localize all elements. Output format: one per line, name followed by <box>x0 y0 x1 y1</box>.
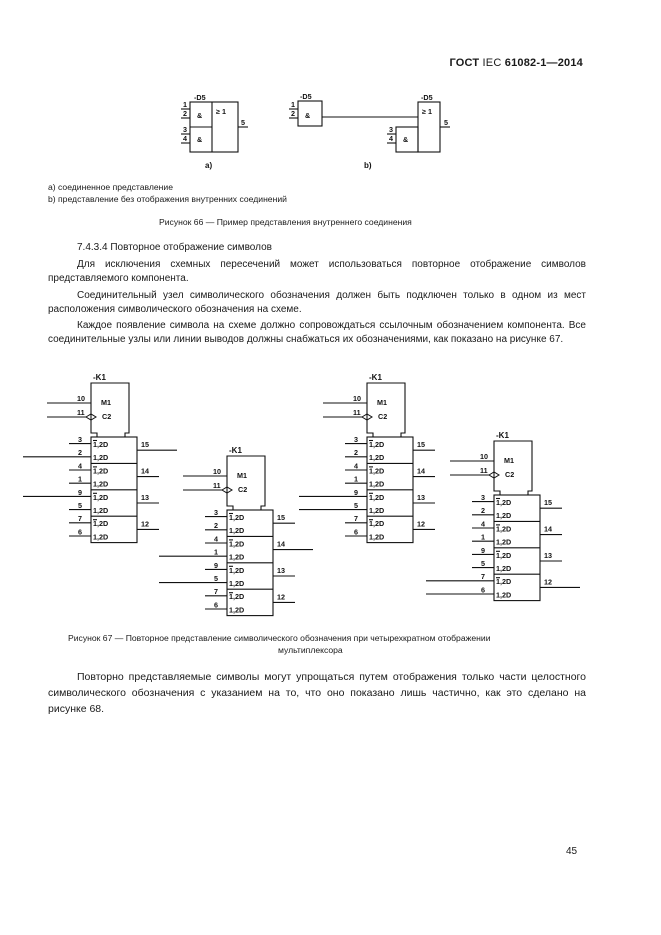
mux3-cell-label: 1,2D <box>369 440 385 449</box>
mux2-cell-label: 1,2D <box>229 605 245 615</box>
section-heading: 7.4.3.4 Повторное отображение символов <box>77 242 272 253</box>
mux1-pin10: 10 <box>77 394 85 403</box>
fig66b-pin-4: 4 <box>389 134 393 143</box>
fig66a-tag: a) <box>205 161 213 170</box>
mux1-left-pin: 9 <box>78 487 82 497</box>
mux2-cell-label: 1,2D <box>229 513 245 522</box>
mux3-left-pin: 2 <box>354 448 358 458</box>
mux2-pin11: 11 <box>213 481 221 490</box>
mux4-left-pin: 6 <box>481 585 485 595</box>
mux2-left-pin: 4 <box>214 534 218 544</box>
fig66-note-a: a) соединенное представление <box>48 182 174 192</box>
mux1-left-pin: 3 <box>78 435 82 444</box>
mux4-cell-label: 1,2D <box>496 590 512 600</box>
fig66a-pin-3: 3 <box>183 125 187 134</box>
mux1-right-pin: 15 <box>141 440 149 450</box>
mux4-cell-label: 1,2D <box>496 524 512 534</box>
mux2-left-pin: 9 <box>214 560 218 570</box>
mux1-label-m1: M1 <box>101 398 111 407</box>
page-number: 45 <box>566 846 578 857</box>
mux1-right-pin: 13 <box>141 493 149 502</box>
fig67-caption-line2: мультиплексора <box>278 645 343 655</box>
mux2-control-block <box>227 456 265 510</box>
mux3-left-pin: 9 <box>354 487 358 497</box>
fig66a-and-bottom: & <box>197 135 203 144</box>
mux3-pin10: 10 <box>353 394 361 403</box>
mux2-left-pin: 1 <box>214 547 218 557</box>
fig66b-pin-1: 1 <box>291 100 295 109</box>
fig66a-pin-1: 1 <box>183 100 187 109</box>
mux4-cell-label: 1,2D <box>496 577 512 587</box>
mux1-cell-label: 1,2D <box>93 519 109 529</box>
fig67-caption-line1: Рисунок 67 — Повторное представление символического обозначения при четырехкратном отображении <box>68 633 491 643</box>
mux1-cell-label: 1,2D <box>93 453 109 463</box>
paragraph-3-text: Каждое появление символа на схеме должно сопровождаться ссылочным обозначением компонента. Все соединительные узлы или линии выводов должны снабжаться их обозначениями, как показано на рисунке 67. <box>48 320 586 346</box>
fig66b-ref-1: -D5 <box>300 92 312 101</box>
mux1-pin11: 11 <box>77 408 85 417</box>
fig66a-pin-5: 5 <box>241 118 245 127</box>
mux3-cell-label: 1,2D <box>369 519 385 529</box>
fig66b-tag: b) <box>364 161 372 170</box>
mux3-cell-label: 1,2D <box>369 466 385 476</box>
mux3-cell-label: 1,2D <box>369 453 385 463</box>
mux1-control-block <box>91 383 129 437</box>
mux4-left-pin: 2 <box>481 506 485 516</box>
closing-paragraph-text: Повторно представляемые символы могут упрощаться путем отображения только части целостного символического обозначения с указанием на то, что оно показано лишь частично, как это сделано на рисунке 68. <box>48 671 586 715</box>
mux3-left-pin: 4 <box>354 461 358 471</box>
mux3-pin11: 11 <box>353 408 361 417</box>
paragraph-2-text: Соединительный узел символического обозначения должен быть подключен только в одном из мест расположения символического обозначения на схеме. <box>48 290 586 316</box>
mux4-left-pin: 1 <box>481 532 485 542</box>
mux2-cell-label: 1,2D <box>229 539 245 549</box>
mux3-label-m1: M1 <box>377 398 387 407</box>
fig66a-or-symbol: ≥ 1 <box>216 107 226 116</box>
fig66b-and-1: & <box>305 111 311 120</box>
mux1-cell-label: 1,2D <box>93 479 109 489</box>
mux3-left-pin: 7 <box>354 514 358 524</box>
mux2-label-m1: M1 <box>237 471 247 480</box>
mux2-left-pin: 2 <box>214 521 218 531</box>
mux3-left-pin: 1 <box>354 474 358 484</box>
mux4-right-pin: 14 <box>544 524 552 534</box>
mux3-right-pin: 12 <box>417 519 425 529</box>
mux1-ref: -K1 <box>93 373 106 382</box>
mux3-cell-label: 1,2D <box>369 479 385 489</box>
mux3-cell-label: 1,2D <box>369 506 385 515</box>
standard-prefix: ГОСТ <box>449 57 480 69</box>
mux1-right-pin: 12 <box>141 519 149 529</box>
mux4-cell-label: 1,2D <box>496 511 512 521</box>
standard-number: 61082-1—2014 <box>504 57 583 69</box>
mux1-right-pin: 14 <box>141 466 149 476</box>
mux2-right-pin: 12 <box>277 592 285 602</box>
fig66b-ref-2: -D5 <box>421 93 433 102</box>
mux1-cell-label: 1,2D <box>93 532 109 542</box>
mux4-left-pin: 7 <box>481 572 485 582</box>
mux4-left-pin: 5 <box>481 559 485 568</box>
mux4-right-pin: 15 <box>544 498 552 508</box>
mux2-right-pin: 14 <box>277 539 285 549</box>
fig66b-pin-2: 2 <box>291 109 295 118</box>
mux1-left-pin: 6 <box>78 527 82 537</box>
fig66b-pin-5: 5 <box>444 118 448 127</box>
mux1-left-pin: 7 <box>78 514 82 524</box>
mux2-cell-label: 1,2D <box>229 592 245 602</box>
mux1-label-c2: C2 <box>102 412 112 421</box>
mux4-label-m1: M1 <box>504 456 514 465</box>
paragraph-1-text: Для исключения схемных пересечений может использоваться повторное отображение символов представляемого компонента. <box>48 259 586 285</box>
mux2-ref: -K1 <box>229 446 242 455</box>
fig66-caption: Рисунок 66 — Пример представления внутреннего соединения <box>159 217 412 227</box>
mux4-right-pin: 12 <box>544 577 552 587</box>
mux2-cell-label: 1,2D <box>229 579 245 588</box>
mux1-cell-label: 1,2D <box>93 492 109 502</box>
fig66a-and-top: & <box>197 111 203 120</box>
mux3-cell-label: 1,2D <box>369 532 385 542</box>
fig66b-pin-3: 3 <box>389 125 393 134</box>
mux3-right-pin: 13 <box>417 493 425 502</box>
mux3-cell-label: 1,2D <box>369 492 385 502</box>
fig66-note-b: b) представление без отображения внутренних соединений <box>48 194 287 204</box>
mux1-left-pin: 5 <box>78 501 82 510</box>
mux4-left-pin: 9 <box>481 545 485 555</box>
mux3-label-c2: C2 <box>378 412 388 421</box>
mux1-cell-label: 1,2D <box>93 466 109 476</box>
mux4-cell-label: 1,2D <box>496 537 512 547</box>
mux3-control-block <box>367 383 405 437</box>
mux2-left-pin: 3 <box>214 508 218 517</box>
mux2-cell-label: 1,2D <box>229 565 245 575</box>
mux2-left-pin: 6 <box>214 600 218 610</box>
mux4-cell-label: 1,2D <box>496 498 512 507</box>
fig66b-or-symbol: ≥ 1 <box>422 107 432 116</box>
mux4-cell-label: 1,2D <box>496 550 512 560</box>
mux1-left-pin: 2 <box>78 448 82 458</box>
mux4-pin11: 11 <box>480 466 488 475</box>
mux2-right-pin: 13 <box>277 566 285 575</box>
mux4-pin10: 10 <box>480 452 488 461</box>
mux2-label-c2: C2 <box>238 485 248 494</box>
mux3-left-pin: 3 <box>354 435 358 444</box>
fig66a-pin-2: 2 <box>183 109 187 118</box>
standard-org: IEC <box>482 57 502 69</box>
mux3-left-pin: 6 <box>354 527 358 537</box>
mux4-ref: -K1 <box>496 431 509 440</box>
mux4-control-block <box>494 441 532 495</box>
fig66b-and-2: & <box>403 135 409 144</box>
mux4-left-pin: 4 <box>481 519 485 529</box>
mux4-label-c2: C2 <box>505 470 515 479</box>
mux2-cell-label: 1,2D <box>229 552 245 562</box>
mux3-right-pin: 14 <box>417 466 425 476</box>
mux1-cell-label: 1,2D <box>93 506 109 515</box>
mux4-left-pin: 3 <box>481 493 485 502</box>
mux1-left-pin: 4 <box>78 461 82 471</box>
mux3-left-pin: 5 <box>354 501 358 510</box>
mux2-right-pin: 15 <box>277 513 285 523</box>
fig66a-ref: -D5 <box>194 93 206 102</box>
closing-paragraph <box>48 669 586 717</box>
mux3-right-pin: 15 <box>417 440 425 450</box>
mux2-cell-label: 1,2D <box>229 526 245 536</box>
mux4-cell-label: 1,2D <box>496 564 512 573</box>
mux2-left-pin: 5 <box>214 574 218 583</box>
mux4-right-pin: 13 <box>544 551 552 560</box>
mux2-pin10: 10 <box>213 467 221 476</box>
mux2-left-pin: 7 <box>214 587 218 597</box>
mux1-left-pin: 1 <box>78 474 82 484</box>
mux3-ref: -K1 <box>369 373 382 382</box>
mux1-cell-label: 1,2D <box>93 440 109 449</box>
fig66a-pin-4: 4 <box>183 134 187 143</box>
